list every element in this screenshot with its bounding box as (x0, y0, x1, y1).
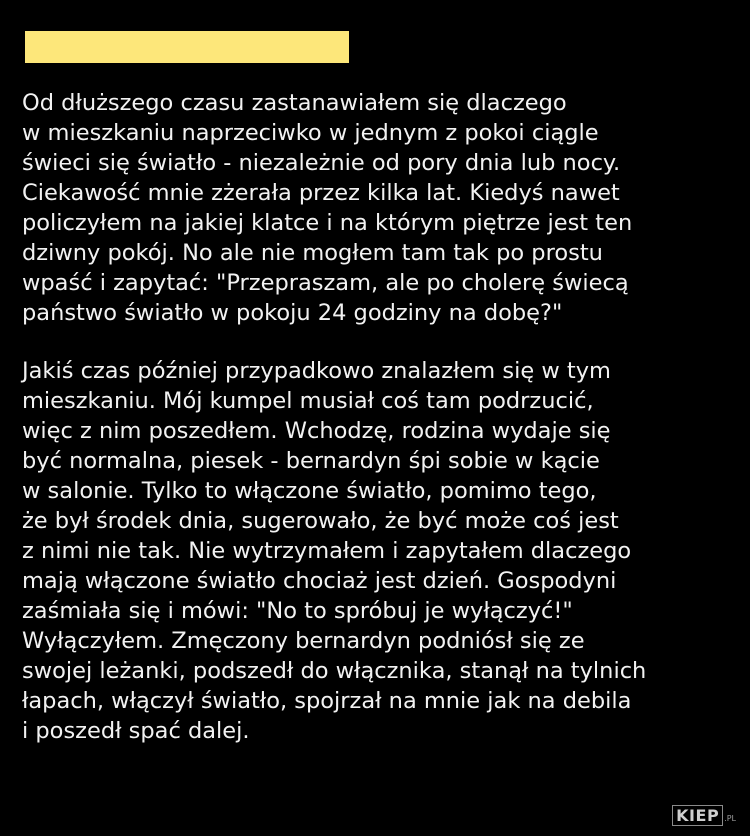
watermark-suffix-text: .PL (724, 814, 736, 823)
watermark-main-text: KIEP (672, 805, 723, 826)
kiep-watermark (668, 803, 740, 828)
story-text (22, 88, 742, 746)
text-line: policzyłem na jakiej klatce i na którym piętrze jest ten (22, 210, 633, 236)
text-line: Od dłuższego czasu zastanawiałem się dlaczego (22, 90, 567, 116)
text-line: Wyłączyłem. Zmęczony bernardyn podniósł się ze (22, 628, 585, 654)
paragraph-2 (22, 356, 742, 746)
text-line: państwo światło w pokoju 24 godziny na dobę?" (22, 300, 563, 326)
text-line: dziwny pokój. No ale nie mogłem tam tak po prostu (22, 240, 603, 266)
text-line: swojej leżanki, podszedł do włącznika, stanął na tylnich (22, 658, 647, 684)
text-line: być normalna, piesek - bernardyn śpi sobie w kącie (22, 448, 600, 474)
text-line: w salonie. Tylko to włączone światło, pomimo tego, (22, 478, 597, 504)
text-line: świeci się światło - niezależnie od pory dnia lub nocy. (22, 150, 621, 176)
text-line: mieszkaniu. Mój kumpel musiał coś tam podrzucić, (22, 388, 594, 414)
text-line: więc z nim poszedłem. Wchodzę, rodzina wydaje się (22, 418, 611, 444)
text-line: łapach, włączył światło, spojrzał na mnie jak na debila (22, 688, 632, 714)
yellow-highlight-bar (25, 31, 349, 63)
text-line: zaśmiała się i mówi: "No to spróbuj je wyłączyć!" (22, 598, 573, 624)
text-line: z nimi nie tak. Nie wytrzymałem i zapytałem dlaczego (22, 538, 632, 564)
text-line: w mieszkaniu naprzeciwko w jednym z pokoi ciągle (22, 120, 599, 146)
text-line: że był środek dnia, sugerowało, że być może coś jest (22, 508, 619, 534)
text-line: wpaść i zapytać: "Przepraszam, ale po cholerę świecą (22, 270, 629, 296)
paragraph-1 (22, 88, 742, 328)
text-line: mają włączone światło chociaż jest dzień. Gospodyni (22, 568, 617, 594)
text-line: Jakiś czas później przypadkowo znalazłem się w tym (22, 358, 611, 384)
text-line: i poszedł spać dalej. (22, 718, 250, 744)
text-line: Ciekawość mnie zżerała przez kilka lat. Kiedyś nawet (22, 180, 620, 206)
